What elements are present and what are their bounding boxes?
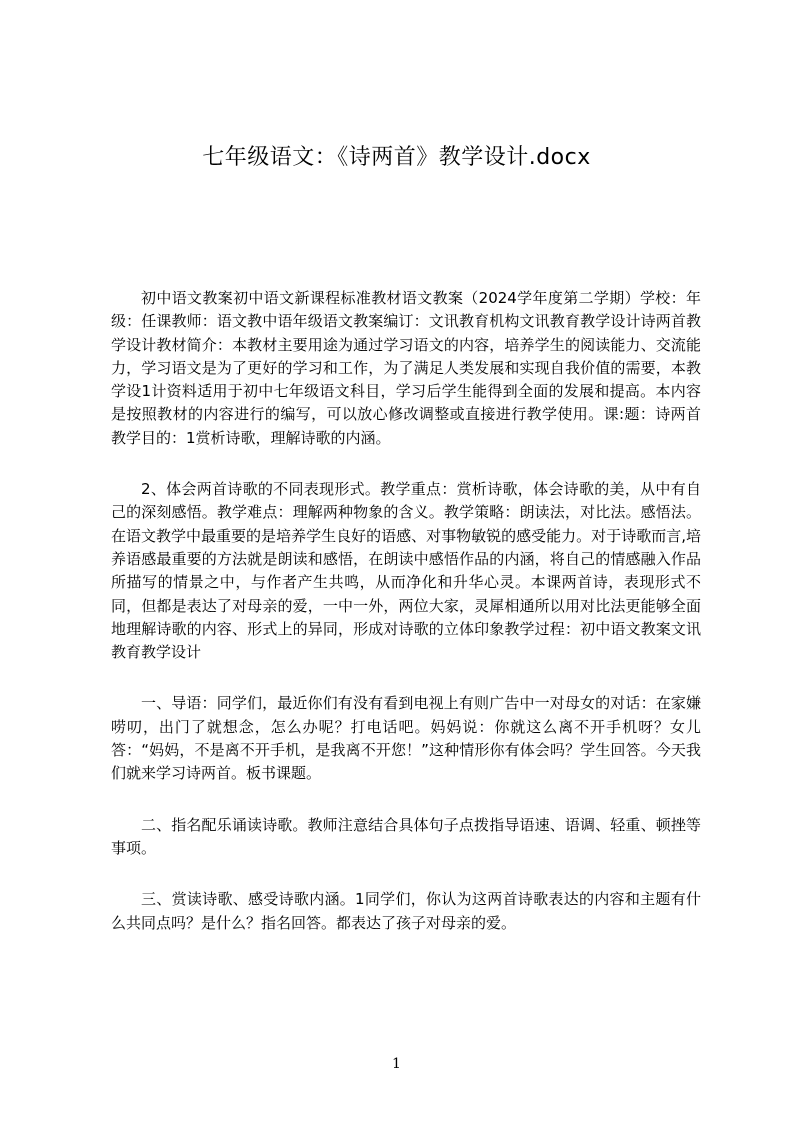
paragraph-introduction-step: 一、导语：同学们，最近你们有没有看到电视上有则广告中一对母女的对话：在家嫌唠叨，出门了就想念，怎么办呢？打电话吧。妈妈说：你就这么离不开手机呀？女儿答：“妈妈，不是离不开手机，是我离不开您！”这种情形你有体会吗？学生回答。今天我们就来学习诗两首。板书课题。 [111, 694, 701, 783]
paragraph-intro: 初中语文教案初中语文新课程标准教材语文教案（2024学年度第二学期）学校：年级：任课教师：语文教中语年级语文教案编订：文讯教育机构文讯教育教学设计诗两首教学设计教材简介：本教材主要用途为通过学习语文的内容，培养学生的阅读能力、交流能力，学习语文是为了更好的学习和工作，为了满足人类发展和实现自我价值的需要，本教学设1计资料适用于初中七年级语文科目，学习后学生能得到全面的发展和提高。本内容是按照教材的内容进行的编写，可以放心修改调整或直接进行教学使用。课:题：诗两首教学目的：1赏析诗歌，理解诗歌的内涵。 [111, 289, 701, 447]
paragraph-objectives: 2、体会两首诗歌的不同表现形式。教学重点：赏析诗歌，体会诗歌的美，从中有自己的深刻感悟。教学难点：理解两种物象的含义。教学策略：朗读法，对比法。感悟法。在语文教学中最重要的是培养学生良好的语感、对事物敏锐的感受能力。对于诗歌而言,培养语感最重要的方法就是朗读和感悟，在朗读中感悟作品的内涵，将自己的情感融入作品所描写的情景之中，与作者产生共鸣，从而净化和升华心灵。本课两首诗，表现形式不同，但都是表达了对母亲的爱，一中一外，两位大家，灵犀相通所以用对比法更能够全面地理解诗歌的内容、形式上的异同，形成对诗歌的立体印象教学过程：初中语文教案文讯教育教学设计 [111, 480, 701, 662]
page-number: 1 [392, 1056, 401, 1072]
document-title: 七年级语文：《诗两首》教学设计.docx [202, 145, 591, 170]
paragraph-appreciation-step: 三、赏读诗歌、感受诗歌内涵。1同学们，你认为这两首诗歌表达的内容和主题有什么共同点吗？是什么？指名回答。都表达了孩子对母亲的爱。 [111, 890, 701, 932]
document-body [111, 287, 701, 963]
paragraph-recitation-step: 二、指名配乐诵读诗歌。教师注意结合具体句子点拨指导语速、语调、轻重、顿挫等事项。 [111, 815, 701, 857]
